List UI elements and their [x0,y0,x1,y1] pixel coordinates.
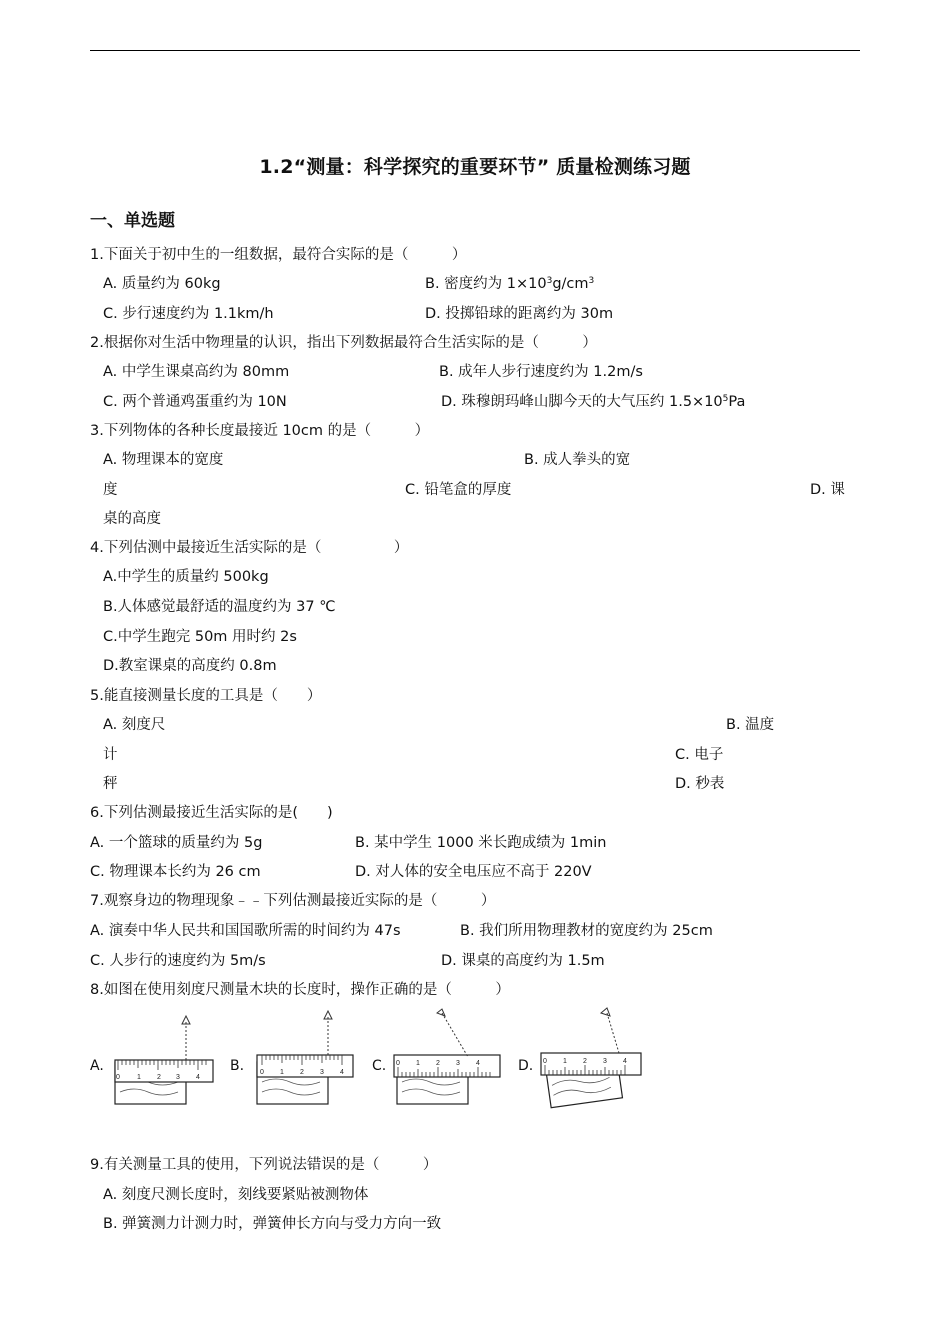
question-3-option-b-wrap: 度 [103,482,118,498]
question-6-option-b[interactable]: B. 某中学生 1000 米长跑成绩为 1min [355,835,607,851]
question-8-stem: 8.如图在使用刻度尺测量木块的长度时，操作正确的是（ ） [90,982,510,998]
question-9-stem: 9.有关测量工具的使用，下列说法错误的是（ ） [90,1157,438,1173]
question-5-option-d[interactable]: D. 秒表 [675,776,725,792]
figure-label-a[interactable]: A. [90,1058,104,1074]
sight-line [442,1013,468,1057]
ruler [257,1055,353,1077]
question-9-option-b[interactable]: B. 弹簧测力计测力时，弹簧伸长方向与受力方向一致 [103,1216,442,1232]
tick-label: 0 [260,1069,264,1076]
question-1-option-d[interactable]: D. 投掷铅球的距离约为 30m [425,306,614,322]
figure-label-b[interactable]: B. [230,1058,245,1074]
tick-label: 2 [300,1069,304,1076]
question-1-option-c[interactable]: C. 步行速度约为 1.1km/h [103,306,274,322]
header-rule [90,50,860,51]
question-7-option-d[interactable]: D. 课桌的高度约为 1.5m [441,953,605,969]
question-7-option-c[interactable]: C. 人步行的速度约为 5m/s [90,953,266,969]
question-2-option-c[interactable]: C. 两个普通鸡蛋重约为 10N [103,394,287,410]
tick-label: 2 [157,1074,161,1081]
tick-label: 1 [416,1060,420,1067]
question-2-stem: 2.根据你对生活中物理量的认识，指出下列数据最符合生活实际的是（ ） [90,335,597,351]
eye-icon [601,1008,610,1016]
ruler-figure-b [250,1005,362,1110]
tick-label: 4 [623,1058,627,1065]
question-9-option-a[interactable]: A. 刻度尺测长度时，刻线要紧贴被测物体 [103,1187,369,1203]
tick-label: 0 [116,1074,120,1081]
tick-label: 4 [476,1060,480,1067]
tick-label: 3 [320,1069,324,1076]
question-4-option-b[interactable]: B.人体感觉最舒适的温度约为 37 ℃ [103,599,336,615]
section-heading: 一、单选题 [90,211,175,231]
tick-label: 0 [396,1060,400,1067]
question-5-option-c-wrap: 秤 [103,776,118,792]
tick-label: 3 [603,1058,607,1065]
question-4-option-d[interactable]: D.教室课桌的高度约 0.8m [103,658,277,674]
question-5-option-a[interactable]: A. 刻度尺 [103,717,166,733]
tick-label: 2 [436,1060,440,1067]
question-4-option-c[interactable]: C.中学生跑完 50m 用时约 2s [103,629,297,645]
question-5-option-c[interactable]: C. 电子 [675,747,724,763]
question-5-stem: 5.能直接测量长度的工具是（ ） [90,688,322,704]
ruler-figure-a [108,1010,220,1110]
tick-label: 1 [280,1069,284,1076]
tick-label: 4 [196,1074,200,1081]
question-1-stem: 1.下面关于初中生的一组数据，最符合实际的是（ ） [90,247,467,263]
question-3-option-a[interactable]: A. 物理课本的宽度 [103,452,224,468]
tick-label: 0 [543,1058,547,1065]
ruler-figure-c [390,1005,508,1110]
page-title: 1.2“测量：科学探究的重要环节” 质量检测练习题 [259,156,691,178]
question-3-option-d[interactable]: D. 课 [810,482,845,498]
figure-label-d[interactable]: D. [518,1058,534,1074]
question-3-option-b[interactable]: B. 成人拳头的宽 [524,452,631,468]
question-6-option-d[interactable]: D. 对人体的安全电压应不高于 220V [355,864,592,880]
eye-icon [437,1009,445,1016]
question-5-option-b-wrap: 计 [103,747,118,763]
question-7-option-a[interactable]: A. 演奏中华人民共和国国歌所需的时间约为 47s [90,923,401,939]
tick-label: 3 [456,1060,460,1067]
question-3-stem: 3.下列物体的各种长度最接近 10cm 的是（ ） [90,423,430,439]
question-6-option-c[interactable]: C. 物理课本长约为 26 cm [90,864,261,880]
question-4-stem: 4.下列估测中最接近生活实际的是（ ） [90,540,409,556]
question-5-option-b[interactable]: B. 温度 [726,717,775,733]
question-1-option-b[interactable]: B. 密度约为 $1\times 10^3g/cm^3$ [425,276,595,292]
question-6-stem: 6.下列估测最接近生活实际的是( ) [90,805,333,821]
question-2-option-d[interactable]: D. 珠穆朗玛峰山脚今天的大气压约 $1.5\times 10^5Pa$ [441,394,746,410]
question-7-stem: 7.观察身边的物理现象﹣﹣下列估测最接近实际的是（ ） [90,893,496,909]
tick-label: 4 [340,1069,344,1076]
question-2-option-b[interactable]: B. 成年人步行速度约为 1.2m/s [439,364,643,380]
question-7-option-b[interactable]: B. 我们所用物理教材的宽度约为 25cm [460,923,713,939]
question-2-option-a[interactable]: A. 中学生课桌高约为 80mm [103,364,290,380]
tick-label: 3 [176,1074,180,1081]
sight-line [607,1013,619,1053]
tick-label: 1 [137,1074,141,1081]
tick-label: 2 [583,1058,587,1065]
question-3-option-c[interactable]: C. 铅笔盒的厚度 [405,482,512,498]
tick-label: 1 [563,1058,567,1065]
question-4-option-a[interactable]: A.中学生的质量约 500kg [103,569,269,585]
question-6-option-a[interactable]: A. 一个篮球的质量约为 5g [90,835,263,851]
ruler-figure-d [535,1005,650,1110]
question-1-option-a[interactable]: A. 质量约为 60kg [103,276,221,292]
question-3-option-d-wrap: 桌的高度 [103,511,161,527]
figure-label-c[interactable]: C. [372,1058,387,1074]
